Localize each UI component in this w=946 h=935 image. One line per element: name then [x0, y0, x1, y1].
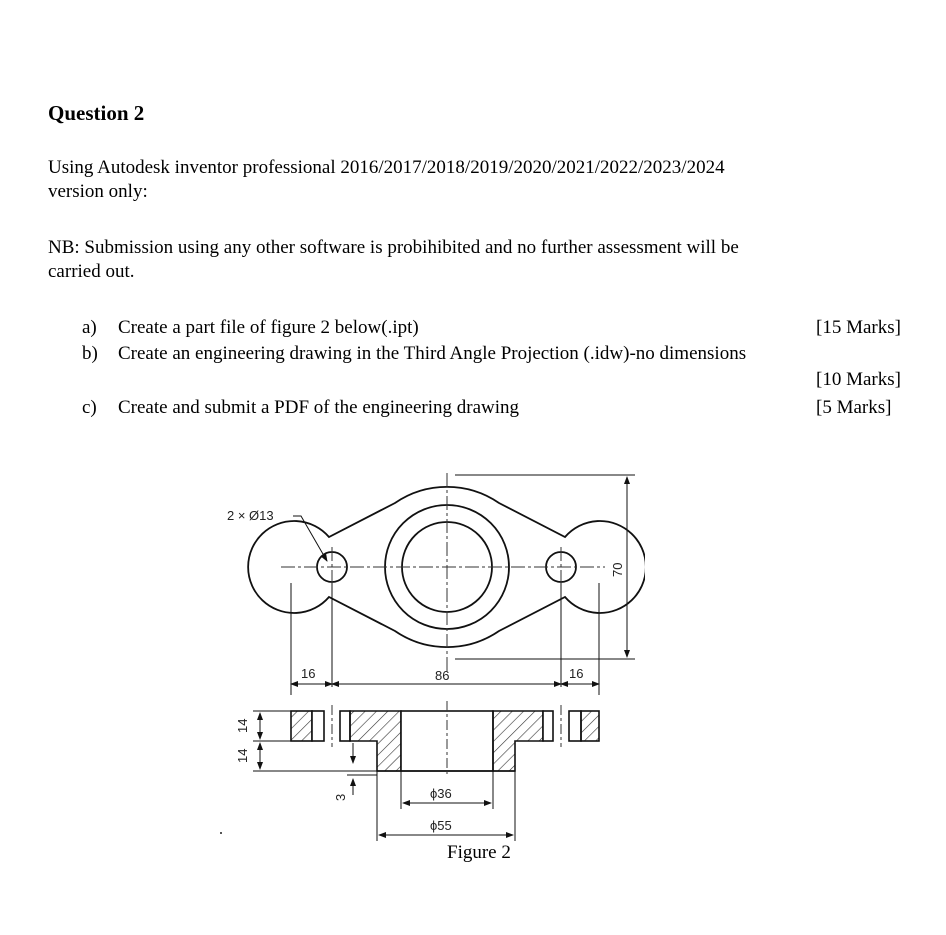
task-b-marks: [10 Marks] — [816, 369, 901, 390]
bore-dimension: ϕ36 — [430, 786, 452, 801]
section-view — [291, 711, 599, 771]
nb-line-1: NB: Submission using any other software is probihibited and no further assessment will be — [48, 237, 739, 258]
height-dimension: 70 — [610, 562, 625, 577]
intro-line-1: Using Autodesk inventor professional 2016/2017/2018/2019/2020/2021/2022/2023/2024 — [48, 157, 725, 178]
nb-line-2: carried out. — [48, 261, 135, 282]
boss-diameter-dimension: ϕ55 — [430, 818, 452, 833]
nb-paragraph — [48, 236, 918, 284]
center-lines — [281, 473, 605, 675]
task-c-marks: [5 Marks] — [816, 397, 892, 418]
intro-line-2: version only: — [48, 181, 148, 202]
boss-height-dimension: 14 — [235, 748, 250, 763]
step-dimension: 3 — [333, 793, 348, 801]
right-offset-dimension: 16 — [569, 666, 584, 681]
center-distance-dimension: 86 — [435, 668, 450, 683]
engineering-drawing — [215, 465, 645, 845]
stray-mark — [220, 832, 222, 834]
holes-dimension: 2 × Ø13 — [227, 508, 274, 523]
left-offset-dimension: 16 — [301, 666, 316, 681]
task-b-letter: b) — [82, 343, 98, 364]
task-b-text: Create an engineering drawing in the Third Angle Projection (.idw)-no dimensions — [118, 343, 747, 364]
intro-paragraph — [48, 156, 918, 204]
flange-thickness-dimension: 14 — [235, 718, 250, 733]
task-c-text: Create and submit a PDF of the engineering drawing — [118, 397, 520, 418]
task-a-marks: [15 Marks] — [816, 317, 901, 338]
figure-caption: Figure 2 — [447, 842, 511, 863]
question-title: Question 2 — [48, 101, 145, 125]
task-c-letter: c) — [82, 397, 97, 418]
task-a-text: Create a part file of figure 2 below(.ipt) — [118, 317, 419, 338]
task-a-letter: a) — [82, 317, 97, 338]
